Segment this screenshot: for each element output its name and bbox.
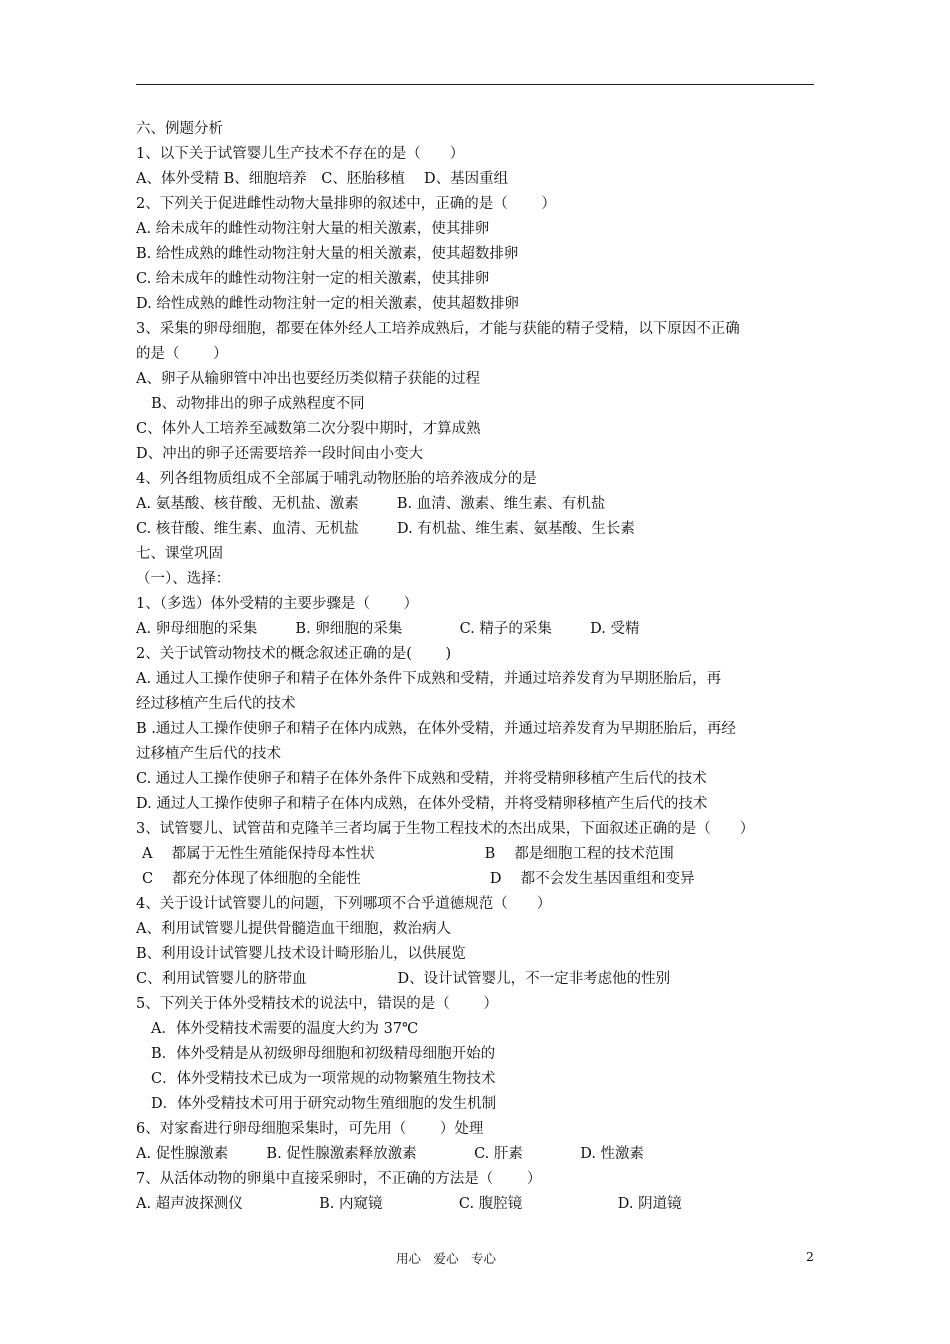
text-line: D．体外受精技术可用于研究动物生殖细胞的发生机制	[151, 1096, 497, 1112]
text-line: A. 超声波探测仪 B. 内窥镜 C. 腹腔镜 D. 阴道镜	[136, 1196, 682, 1212]
text-line: 1、以下关于试管婴儿生产技术不存在的是（ ）	[136, 146, 465, 162]
text-line: A. 给未成年的雌性动物注射大量的相关激素，使其排卵	[136, 221, 490, 237]
text-line: D. 给性成熟的雌性动物注射一定的相关激素，使其超数排卵	[136, 296, 519, 312]
text-line: 3、试管婴儿、试管苗和克隆羊三者均属于生物工程技术的杰出成果，下面叙述正确的是（ ）	[136, 821, 755, 837]
text-line: C、利用试管婴儿的脐带血 D、设计试管婴儿，不一定非考虑他的性别	[136, 971, 671, 987]
text-line: C. 核苷酸、维生素、血清、无机盐 D. 有机盐、维生素、氨基酸、生长素	[136, 521, 635, 537]
text-line: 经过移植产生后代的技术	[136, 696, 296, 712]
text-line: C、体外人工培养至减数第二次分裂中期时，才算成熟	[136, 421, 481, 437]
text-line: C 都充分体现了体细胞的全能性 D 都不会发生基因重组和变异	[142, 871, 695, 887]
text-line: A 都属于无性生殖能保持母本性状 B 都是细胞工程的技术范围	[142, 846, 674, 862]
text-line: （一）、选择：	[136, 571, 231, 587]
text-line: 的是（ ）	[136, 346, 228, 362]
text-line: 过移植产生后代的技术	[136, 746, 281, 762]
text-line: B .通过人工操作使卵子和精子在体内成熟，在体外受精，并通过培养发育为早期胚胎后，再经	[136, 721, 736, 737]
text-line: 2、下列关于促进雌性动物大量排卵的叙述中，正确的是（ ）	[136, 196, 556, 212]
text-line: 3、采集的卵母细胞，都要在体外经人工培养成熟后，才能与获能的精子受精，以下原因不正确	[136, 321, 740, 337]
text-line: A. 卵母细胞的采集 B. 卵细胞的采集 C. 精子的采集 D. 受精	[136, 621, 640, 637]
text-line: 2、关于试管动物技术的概念叙述正确的是( )	[136, 646, 452, 662]
text-line: C. 给未成年的雌性动物注射一定的相关激素，使其排卵	[136, 271, 490, 287]
text-line: 七、课堂巩固	[136, 546, 223, 562]
footer-motto: 用心 爱心 专心	[396, 1251, 497, 1266]
text-line: C. 通过人工操作使卵子和精子在体外条件下成熟和受精，并将受精卵移植产生后代的技术	[136, 771, 707, 787]
header-rule	[136, 84, 814, 85]
text-line: A、卵子从输卵管中冲出也要经历类似精子获能的过程	[136, 371, 480, 387]
text-line: A. 氨基酸、核苷酸、无机盐、激素 B. 血清、激素、维生素、有机盐	[136, 496, 606, 512]
text-line: B. 给性成熟的雌性动物注射大量的相关激素，使其超数排卵	[136, 246, 519, 262]
text-line: A．体外受精技术需要的温度大约为 37℃	[151, 1021, 419, 1037]
text-line: A. 通过人工操作使卵子和精子在体外条件下成熟和受精，并通过培养发育为早期胚胎后，再	[136, 671, 722, 687]
text-line: 六、例题分析	[136, 121, 223, 137]
text-line: 7、从活体动物的卵巢中直接采卵时，不正确的方法是（ ）	[136, 1171, 542, 1187]
text-line: B．体外受精是从初级卵母细胞和初级精母细胞开始的	[151, 1046, 496, 1062]
text-line: D. 通过人工操作使卵子和精子在体内成熟，在体外受精，并将受精卵移植产生后代的技术	[136, 796, 708, 812]
text-line: 1、（多选）体外受精的主要步骤是（ ）	[136, 596, 419, 612]
page-number: 2	[806, 1249, 814, 1264]
text-line: A、体外受精 B、细胞培养 C、胚胎移植 D、基因重组	[136, 171, 509, 187]
text-line: 5、下列关于体外受精技术的说法中，错误的是（ ）	[136, 996, 498, 1012]
text-line: A. 促性腺激素 B. 促性腺激素释放激素 C. 肝素 D. 性激素	[136, 1146, 645, 1162]
text-line: A、利用试管婴儿提供骨髓造血干细胞，救治病人	[136, 921, 451, 937]
text-line: D、冲出的卵子还需要培养一段时间由小变大	[136, 446, 424, 462]
text-line: 4、列各组物质组成不全部属于哺乳动物胚胎的培养液成分的是	[136, 471, 537, 487]
text-line: B、动物排出的卵子成熟程度不同	[151, 396, 365, 412]
text-line: C．体外受精技术已成为一项常规的动物繁殖生物技术	[151, 1071, 496, 1087]
text-line: B、利用设计试管婴儿技术设计畸形胎儿，以供展览	[136, 946, 466, 962]
text-line: 6、对家畜进行卵母细胞采集时，可先用（ ）处理	[136, 1121, 484, 1137]
text-line: 4、关于设计试管婴儿的问题，下列哪项不合乎道德规范（ ）	[136, 896, 552, 912]
